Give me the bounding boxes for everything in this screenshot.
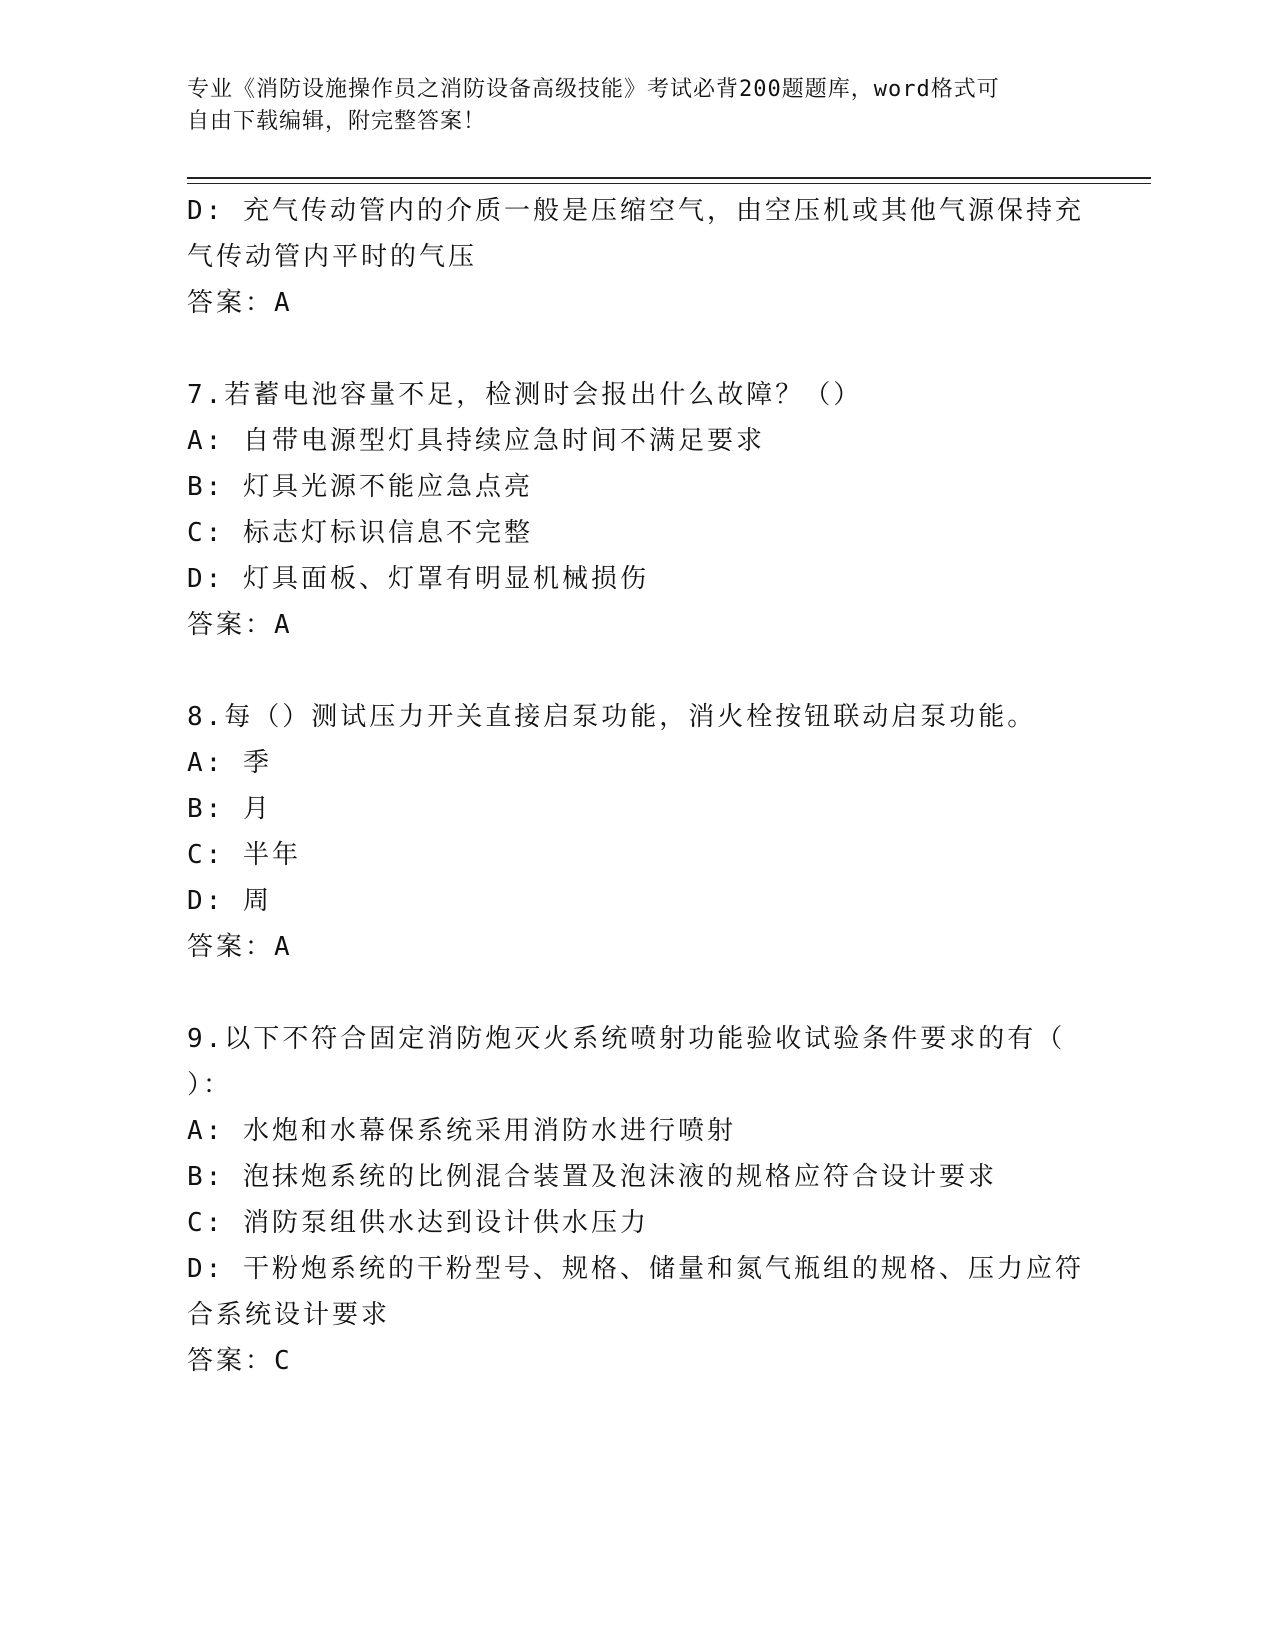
option-c: C: 消防泵组供水达到设计供水压力 xyxy=(187,1208,649,1238)
option-d-line-2: 合系统设计要求 xyxy=(187,1300,391,1330)
question-7 xyxy=(187,372,1087,648)
option-d-line-2: 气传动管内平时的气压 xyxy=(187,242,478,272)
answer: 答案：C xyxy=(187,1346,293,1376)
spacer xyxy=(187,326,1087,372)
question-stem-line-1: 9.以下不符合固定消防炮灭火系统喷射功能验收试验条件要求的有（ xyxy=(187,1024,1066,1054)
prev-question-block xyxy=(187,188,1087,326)
answer: 答案：A xyxy=(187,932,293,962)
option-a: A: 季 xyxy=(187,748,272,778)
question-8 xyxy=(187,694,1087,970)
option-d-line-1: D: 充气传动管内的介质一般是压缩空气，由空压机或其他气源保持充 xyxy=(187,196,1084,226)
option-b: B: 月 xyxy=(187,794,272,824)
question-stem: 7.若蓄电池容量不足，检测时会报出什么故障？（） xyxy=(187,380,863,410)
spacer xyxy=(187,648,1087,694)
header-divider-thick xyxy=(187,177,1151,179)
question-content xyxy=(187,188,1087,1384)
option-b: B: 灯具光源不能应急点亮 xyxy=(187,472,533,502)
option-a: A: 水炮和水幕保系统采用消防水进行喷射 xyxy=(187,1116,736,1146)
option-b: B: 泡抹炮系统的比例混合装置及泡沫液的规格应符合设计要求 xyxy=(187,1162,997,1192)
document-header xyxy=(187,74,1067,138)
header-divider-thin xyxy=(187,183,1151,184)
question-stem: 8.每（）测试压力开关直接启泵功能，消火栓按钮联动启泵功能。 xyxy=(187,702,1037,732)
option-d: D: 周 xyxy=(187,886,272,916)
spacer xyxy=(187,970,1087,1016)
header-line-2: 自由下载编辑，附完整答案！ xyxy=(187,109,487,134)
option-a: A: 自带电源型灯具持续应急时间不满足要求 xyxy=(187,426,765,456)
option-c: C: 半年 xyxy=(187,840,301,870)
option-d: D: 灯具面板、灯罩有明显机械损伤 xyxy=(187,564,649,594)
option-c: C: 标志灯标识信息不完整 xyxy=(187,518,533,548)
option-d-line-1: D: 干粉炮系统的干粉型号、规格、储量和氮气瓶组的规格、压力应符 xyxy=(187,1254,1084,1284)
question-stem-line-2: ）： xyxy=(187,1070,233,1100)
answer: 答案：A xyxy=(187,610,293,640)
answer: 答案：A xyxy=(187,288,293,318)
header-line-1: 专业《消防设施操作员之消防设备高级技能》考试必背200题题库，word格式可 xyxy=(187,77,1000,102)
question-9 xyxy=(187,1016,1087,1384)
